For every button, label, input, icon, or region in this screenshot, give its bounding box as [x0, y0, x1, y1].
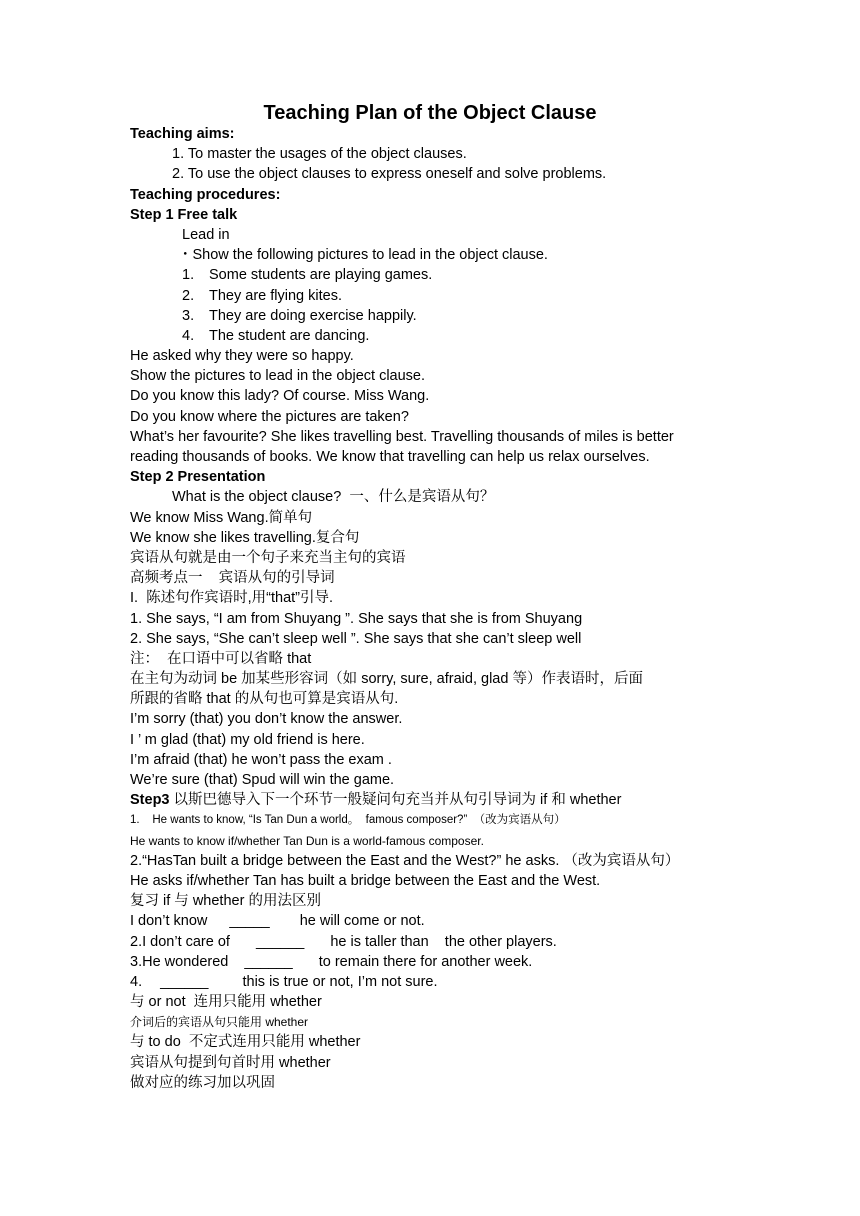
- step2-line: We’re sure (that) Spud will win the game.: [130, 772, 395, 788]
- aims-heading: Teaching aims:: [130, 126, 235, 142]
- step2-heading: Step 2 Presentation: [130, 469, 266, 486]
- review-line: 复习 if 与 whether 的用法区别: [130, 893, 321, 910]
- aim-item: 1. To master the usages of the object clauses.: [172, 146, 467, 163]
- show-pictures-line: ・Show the following pictures to lead in the object clause.: [178, 247, 548, 264]
- procedures-heading: Teaching procedures:: [130, 186, 281, 203]
- step2-line: We know she likes travelling.复合句: [130, 529, 360, 546]
- picture-item: 2. They are flying kites.: [182, 287, 342, 304]
- step1-line: Do you know this lady? Of course. Miss Wang.: [130, 388, 430, 405]
- step1-line: Do you know where the pictures are taken?: [130, 408, 409, 425]
- step2-line: 宾语从句就是由一个句子来充当主句的宾语: [130, 549, 406, 566]
- rule-line: 介词后的宾语从句只能用 whether: [130, 1015, 309, 1030]
- step2-line: We know Miss Wang.简单句: [130, 509, 313, 526]
- document-body: [130, 124, 750, 1093]
- step1-line: reading thousands of books. We know that travelling can help us relax ourselves.: [130, 449, 650, 465]
- rule-line: 宾语从句提到句首时用 whether: [130, 1054, 331, 1071]
- step2-line: I’m sorry (that) you don’t know the answer.: [130, 711, 403, 728]
- step3-heading: Step3: [130, 792, 170, 809]
- rule-line: 与 to do 不定式连用只能用 whether: [130, 1034, 361, 1051]
- lead-in-label: Lead in: [182, 226, 230, 243]
- blank: ______: [160, 973, 209, 990]
- picture-item: 4. The student are dancing.: [182, 327, 370, 344]
- step2-line: 所跟的省略 that 的从句也可算是宾语从句.: [130, 691, 399, 708]
- exercise-item: 3.He wondered ______ to remain there for another week.: [130, 953, 533, 970]
- blank: ______: [255, 933, 305, 950]
- step3-question-2: 2.“HasTan built a bridge between the East and the West?” he asks. （改为宾语从句）: [130, 852, 680, 869]
- step2-line: I. 陈述句作宾语时,用“that”引导.: [130, 590, 334, 607]
- step3-answer-2: He asks if/whether Tan has built a bridge between the East and the West.: [130, 872, 601, 889]
- step2-line: 2. She says, “She can’t sleep well ”. She says that she can’t sleep well: [130, 630, 582, 647]
- step2-line: I’m afraid (that) he won’t pass the exam .: [130, 751, 392, 768]
- step1-line: He asked why they were so happy.: [130, 348, 354, 365]
- blank: ______: [244, 953, 293, 970]
- aim-item: 2. To use the object clauses to express oneself and solve problems.: [172, 166, 607, 183]
- blank: _____: [229, 913, 270, 930]
- step1-heading: Step 1 Free talk: [130, 206, 238, 223]
- step2-line: I ’ m glad (that) my old friend is here.: [130, 731, 365, 748]
- step3-answer-1: He wants to know if/whether Tan Dun is a world-famous composer.: [130, 833, 484, 848]
- step2-line: 1. She says, “I am from Shuyang ”. She says that she is from Shuyang: [130, 610, 583, 627]
- step3-heading-line: [130, 790, 750, 810]
- exercise-item: 4. ______ this is true or not, I’m not sure.: [130, 973, 438, 990]
- step2-line: 在主句为动词 be 加某些形容词（如 sorry, sure, afraid, glad 等）作表语时，后面: [130, 671, 643, 688]
- step2-line: 注： 在口语中可以省略 that: [130, 650, 312, 667]
- step3-question-1: 1. He wants to know, “Is Tan Dun a world。 famous composer?” （改为宾语从句）: [130, 814, 566, 827]
- document-title: Teaching Plan of the Object Clause: [263, 102, 597, 124]
- exercise-item: 2.I don’t care of ______ he is taller than the other players.: [130, 933, 557, 950]
- step3-heading-rest: 以斯巴德导入下一个环节一般疑问句充当并从句引导词为 if 和 whether: [169, 792, 622, 809]
- step1-line: What’s her favourite? She likes travelling best. Travelling thousands of miles is better: [130, 428, 674, 445]
- step2-line: 高频考点一 宾语从句的引导词: [130, 570, 335, 587]
- picture-item: 3. They are doing exercise happily.: [182, 307, 417, 324]
- step2-question: What is the object clause? 一、什么是宾语从句？: [172, 489, 495, 506]
- picture-item: 1. Some students are playing games.: [182, 267, 433, 284]
- rule-line: 做对应的练习加以巩固: [130, 1074, 275, 1091]
- step1-line: Show the pictures to lead in the object clause.: [130, 368, 426, 385]
- exercise-item: I don’t know _____ he will come or not.: [130, 913, 425, 930]
- rule-line: 与 or not 连用只能用 whether: [130, 994, 322, 1011]
